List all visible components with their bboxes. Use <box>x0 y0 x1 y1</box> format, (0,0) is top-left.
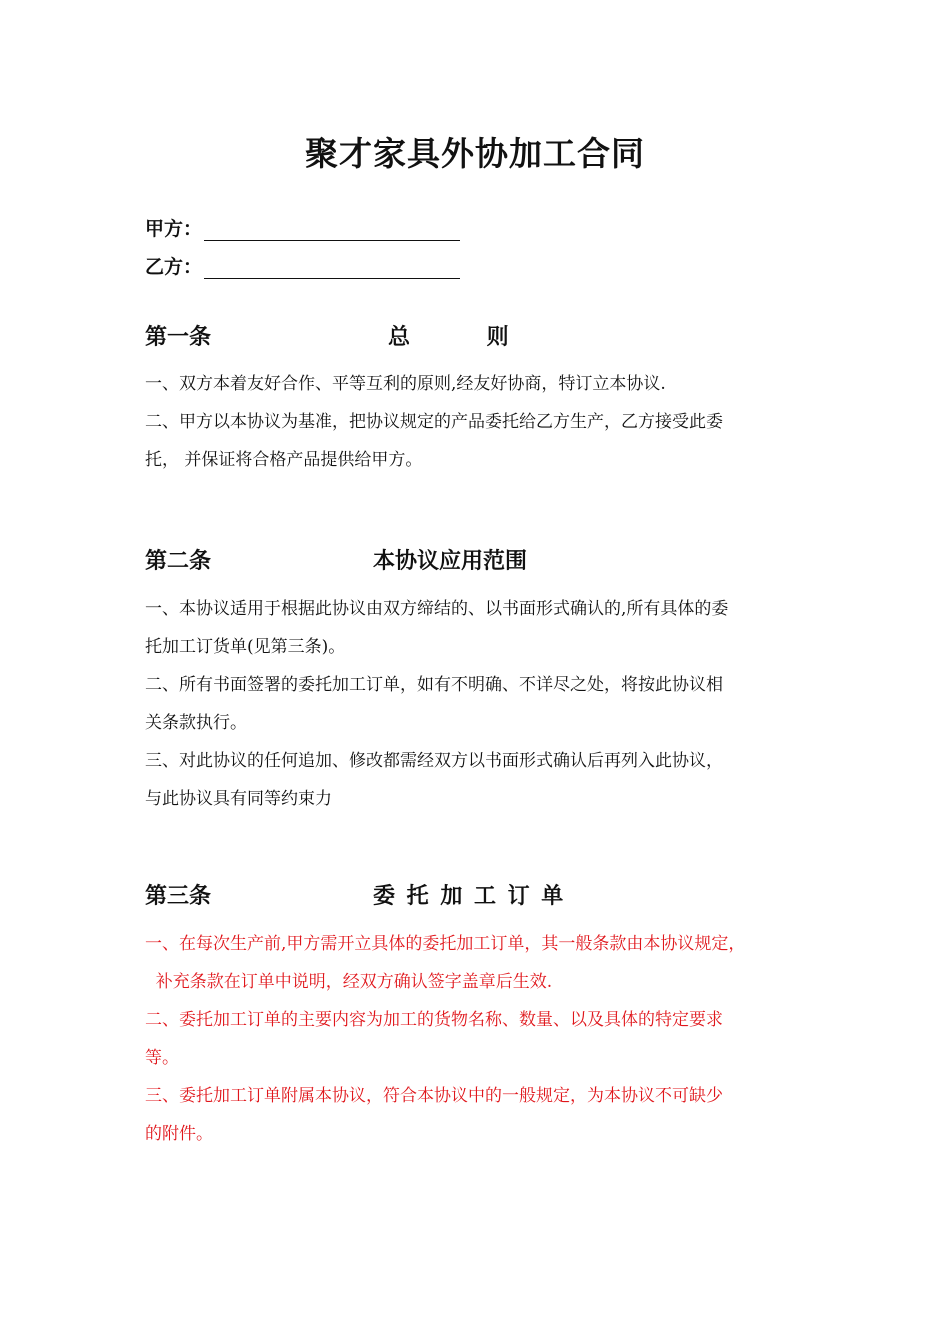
party-a-label: 甲方： <box>145 218 203 240</box>
article-1-header <box>145 320 825 350</box>
party-b-label: 乙方： <box>145 256 203 278</box>
article-2-line: 三、对此协议的任何追加、修改都需经双方以书面形式确认后再列入此协议， <box>145 751 723 771</box>
article-3-line: 二、委托加工订单的主要内容为加工的货物名称、数量、以及具体的特定要求 <box>145 1010 723 1030</box>
article-1-number: 第一条 <box>145 325 212 350</box>
article-1-line: 一、双方本着友好合作、平等互利的原则,经友好协商，特订立本协议. <box>145 374 666 394</box>
article-2-number: 第二条 <box>145 549 212 574</box>
article-1-line: 二、甲方以本协议为基准，把协议规定的产品委托给乙方生产，乙方接受此委 <box>145 412 723 432</box>
article-2-header <box>145 544 825 574</box>
document-title: 聚才家具外协加工合同 <box>305 134 645 173</box>
article-3-line: 等。 <box>145 1048 179 1068</box>
article-1-body <box>145 365 825 479</box>
article-3-header <box>145 879 825 909</box>
article-3-body <box>145 925 835 1153</box>
article-3-line: 的附件。 <box>145 1124 213 1144</box>
article-3-line: 补充条款在订单中说明，经双方确认签字盖章后生效. <box>145 972 553 992</box>
article-1-heading: 总 则 <box>388 325 509 350</box>
article-2-line: 一、本协议适用于根据此协议由双方缔结的、以书面形式确认的,所有具体的委 <box>145 599 729 619</box>
article-3-heading: 委 托 加 工 订 单 <box>373 884 566 909</box>
article-2-line: 关条款执行。 <box>145 713 247 733</box>
party-a-blank-line <box>204 220 460 241</box>
party-b-field <box>145 252 460 279</box>
article-1-line: 托， 并保证将合格产品提供给甲方。 <box>145 450 423 470</box>
party-a-field <box>145 214 460 241</box>
article-2-line: 托加工订货单(见第三条)。 <box>145 637 346 657</box>
article-2-heading: 本协议应用范围 <box>373 549 528 574</box>
article-2-line: 与此协议具有同等约束力 <box>145 789 332 809</box>
party-b-blank-line <box>204 258 460 279</box>
article-3-line: 三、委托加工订单附属本协议，符合本协议中的一般规定，为本协议不可缺少 <box>145 1086 723 1106</box>
article-3-number: 第三条 <box>145 884 212 909</box>
article-2-body <box>145 590 825 818</box>
article-3-line: 一、在每次生产前,甲方需开立具体的委托加工订单，其一般条款由本协议规定， <box>145 934 746 954</box>
article-2-line: 二、所有书面签署的委托加工订单，如有不明确、不详尽之处，将按此协议相 <box>145 675 723 695</box>
